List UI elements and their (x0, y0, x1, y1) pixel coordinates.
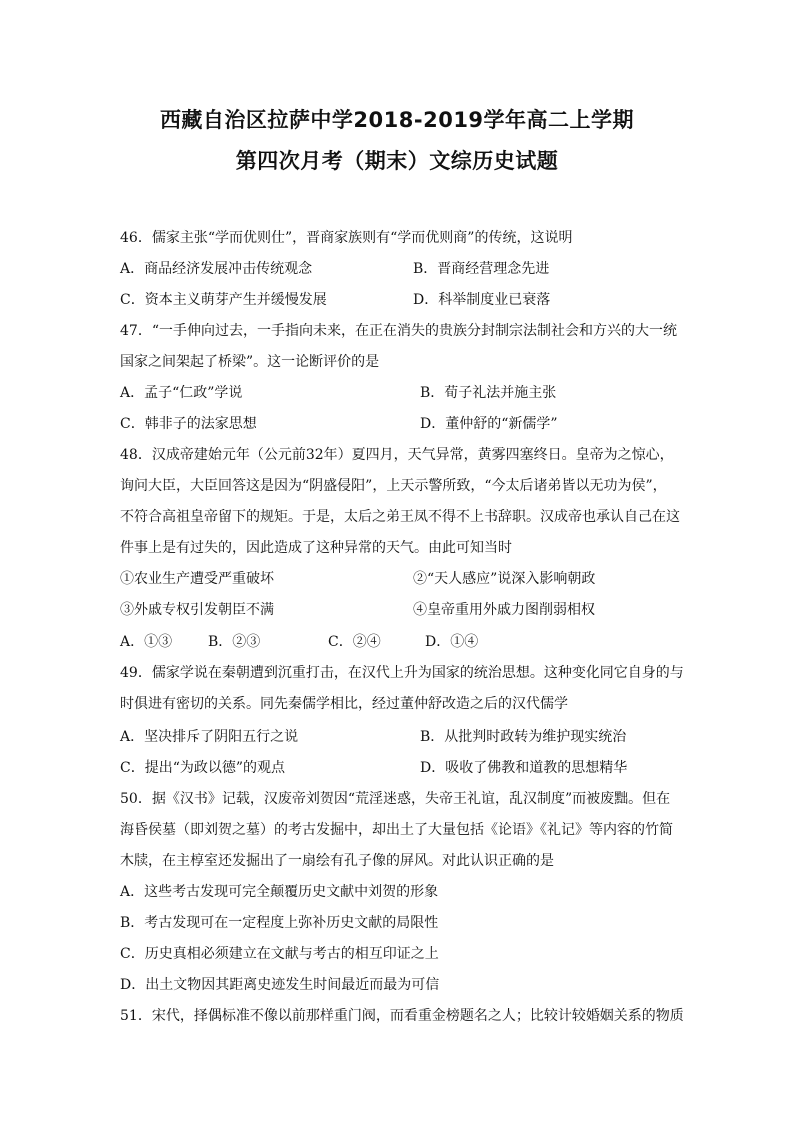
q47-option-d: D．董仲舒的“新儒学” (420, 416, 558, 432)
q48-option-d: D．①④ (425, 634, 479, 650)
q49-option-b: B．从批判时政转为维护现实统治 (420, 729, 627, 745)
question-51-stem-line1: 51．宋代，择偶标准不像以前那样重门阀，而看重金榜题名之人；比较计较婚姻关系的物质 (120, 1008, 684, 1024)
q50-option-b: B．考古发现可在一定程度上弥补历史文献的局限性 (120, 915, 439, 931)
page-title-line1: 西藏自治区拉萨中学2018-2019学年高二上学期 (159, 108, 635, 132)
question-48-stem-line4: 件事上是有过失的，因此造成了这种异常的天气。由此可知当时 (120, 540, 512, 556)
question-50-stem-line1: 50．据《汉书》记载，汉废帝刘贺因“荒淫迷惑，失帝王礼谊，乱汉制度”而被废黜。但在 (120, 791, 671, 807)
q47-option-b: B．荀子礼法并施主张 (420, 385, 557, 401)
q49-option-d: D．吸收了佛教和道教的思想精华 (420, 760, 628, 776)
page-title-line2: 第四次月考（期末）文综历史试题 (235, 149, 559, 173)
question-48-stem-line3: 不符合高祖皇帝留下的规矩。于是，太后之弟王凤不得不上书辞职。汉成帝也承认自己在这 (120, 509, 680, 525)
q49-option-c: C．提出“为政以德”的观点 (120, 760, 286, 776)
q50-option-d: D．出土文物因其距离史迹发生时间最近而最为可信 (120, 977, 440, 993)
q47-option-a: A．孟子“仁政”学说 (120, 385, 243, 401)
question-50-stem-line2: 海昏侯墓（即刘贺之墓）的考古发掘中，却出土了大量包括《论语》《礼记》等内容的竹简 (120, 822, 673, 838)
question-46-stem: 46．儒家主张“学而优则仕”，晋商家族则有“学而优则商”的传统，这说明 (120, 230, 573, 246)
q46-option-d: D．科举制度业已衰落 (413, 292, 551, 308)
question-48-stem-line1: 48．汉成帝建始元年（公元前32年）夏四月，天气异常，黄雾四塞终日。皇帝为之惊心， (120, 447, 674, 463)
q46-option-b: B．晋商经营理念先进 (413, 261, 550, 277)
q48-option-b: B．②③ (208, 634, 261, 650)
question-47-stem-line2: 国家之间架起了桥梁”。这一论断评价的是 (120, 354, 380, 370)
q49-option-a: A．坚决排斥了阴阳五行之说 (120, 729, 299, 745)
q46-option-c: C．资本主义萌芽产生并缓慢发展 (120, 292, 327, 308)
q48-statement-1: ①农业生产遭受严重破坏 (120, 571, 274, 587)
q48-option-a: A．①③ (120, 634, 173, 650)
question-47-stem-line1: 47．“一手伸向过去，一手指向未来，在正在消失的贵族分封制宗法制社会和方兴的大一统 (120, 323, 677, 339)
q50-option-c: C．历史真相必须建立在文献与考古的相互印证之上 (120, 946, 439, 962)
q50-option-a: A．这些考古发现可完全颠覆历史文献中刘贺的形象 (120, 884, 439, 900)
q48-option-c: C．②④ (328, 634, 381, 650)
question-48-stem-line2: 询问大臣，大臣回答这是因为“阴盛侵阳”，上天示警所致，“今太后诸弟皆以无功为侯”， (120, 478, 667, 494)
q48-statement-2: ②“天人感应”说深入影响朝政 (413, 571, 596, 587)
question-50-stem-line3: 木牍，在主椁室还发掘出了一扇绘有孔子像的屏风。对此认识正确的是 (120, 853, 554, 869)
question-49-stem-line2: 时俱进有密切的关系。同先秦儒学相比，经过董仲舒改造之后的汉代儒学 (120, 696, 568, 712)
q47-option-c: C．韩非子的法家思想 (120, 416, 257, 432)
question-49-stem-line1: 49．儒家学说在秦朝遭到沉重打击，在汉代上升为国家的统治思想。这种变化同它自身的与 (120, 665, 684, 681)
q48-statement-3: ③外戚专权引发朝臣不满 (120, 602, 274, 618)
q46-option-a: A．商品经济发展冲击传统观念 (120, 261, 313, 277)
q48-statement-4: ④皇帝重用外戚力图削弱相权 (413, 602, 595, 618)
